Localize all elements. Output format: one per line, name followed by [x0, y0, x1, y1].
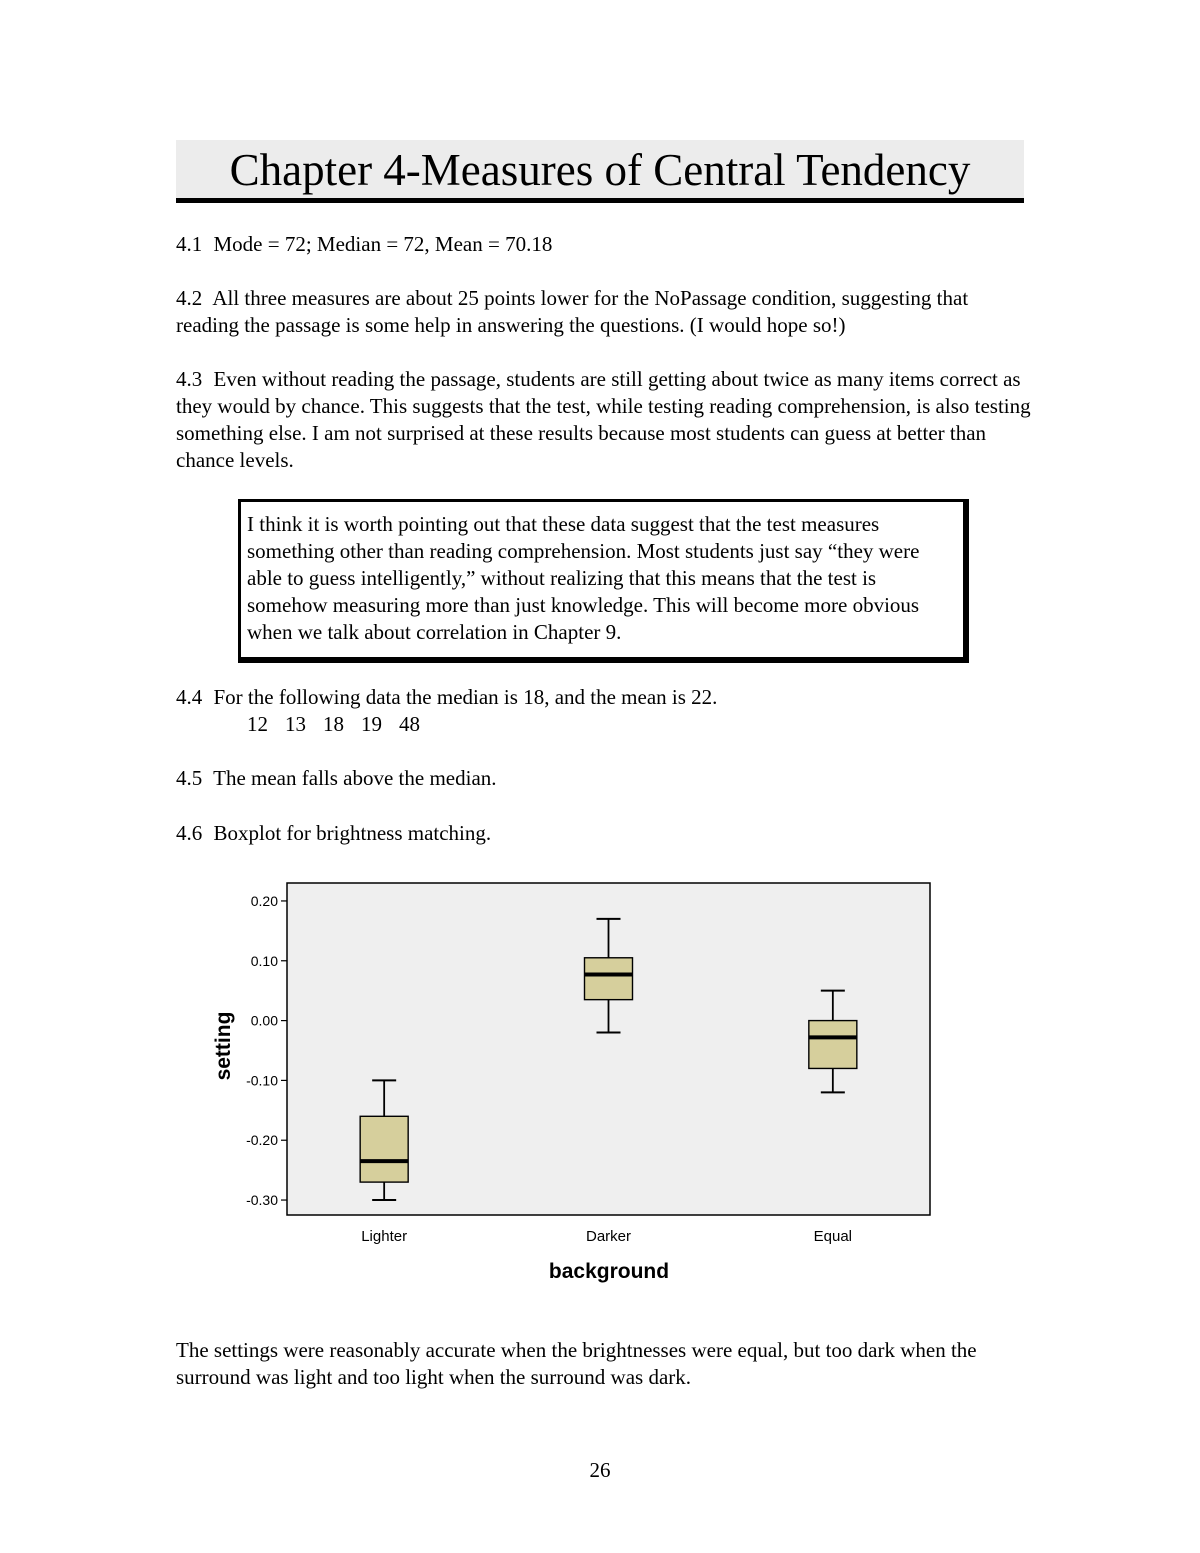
y-tick-label: -0.30 [246, 1192, 278, 1209]
chapter-title-bar [176, 140, 1024, 203]
y-tick-label: 0.20 [250, 892, 278, 909]
section-text: Boxplot for brightness matching. [213, 821, 492, 845]
data-value: 18 [323, 712, 344, 736]
section-number: 4.4 [176, 685, 203, 709]
section-4-3 [176, 366, 1036, 474]
x-axis-label: background [548, 1260, 670, 1283]
x-tick-label: Equal [813, 1228, 853, 1245]
section-number: 4.6 [176, 821, 203, 845]
brightness-boxplot [200, 870, 960, 1290]
y-tick-label: 0.10 [250, 952, 278, 969]
y-axis-label: setting [212, 1011, 235, 1081]
section-number: 4.1 [176, 232, 203, 256]
section-4-6 [176, 820, 1036, 847]
chapter-title: Chapter 4-Measures of Central Tendency [229, 145, 971, 195]
section-text: Even without reading the passage, students are still getting about twice as many items correct as they would by chance. This suggests that the test, while testing reading comprehension, is also testing something else. I am not surprised at these results because most students can guess at better than chance levels. [176, 367, 1031, 472]
section-text: The mean falls above the median. [213, 766, 497, 790]
y-tick-label: -0.10 [246, 1072, 278, 1089]
section-4-4 [176, 684, 1036, 711]
section-number: 4.3 [176, 367, 203, 391]
data-value: 19 [361, 712, 382, 736]
iqr-box [809, 1021, 857, 1069]
data-value: 12 [247, 712, 268, 736]
section-text: All three measures are about 25 points lower for the NoPassage condition, suggesting that reading the passage is some help in answering the questions. (I would hope so!) [176, 286, 969, 337]
iqr-box [360, 1116, 408, 1182]
page-number: 26 [589, 1458, 611, 1482]
y-tick-label: 0.00 [250, 1012, 278, 1029]
section-text: Mode = 72; Median = 72, Mean = 70.18 [213, 232, 553, 256]
section-4-1 [176, 231, 1036, 258]
instructor-note-box [238, 499, 969, 663]
section-4-5 [176, 765, 1036, 792]
data-value: 13 [285, 712, 306, 736]
x-tick-label: Lighter [361, 1228, 408, 1245]
section-text: For the following data the median is 18, and the mean is 22. [213, 685, 718, 709]
instructor-note-text: I think it is worth pointing out that these data suggest that the test measures something other than reading comprehension. Most students just say “they were able to guess intelligently,” without realizing that this means that the test is somehow measuring more than just knowledge. This will become more obvious when we talk about correlation in Chapter 9. [247, 512, 920, 644]
x-tick-label: Darker [585, 1228, 632, 1245]
data-values [247, 711, 437, 738]
section-number: 4.2 [176, 286, 203, 310]
data-value: 48 [399, 712, 420, 736]
section-number: 4.5 [176, 766, 203, 790]
section-4-2 [176, 285, 1036, 339]
conclusion-paragraph: The settings were reasonably accurate when the brightnesses were equal, but too dark when the surround was light and too light when the surround was dark. [176, 1338, 977, 1389]
iqr-box [585, 958, 633, 1000]
x-axis [361, 1228, 852, 1245]
y-axis [246, 893, 287, 1208]
y-tick-label: -0.20 [246, 1132, 278, 1149]
